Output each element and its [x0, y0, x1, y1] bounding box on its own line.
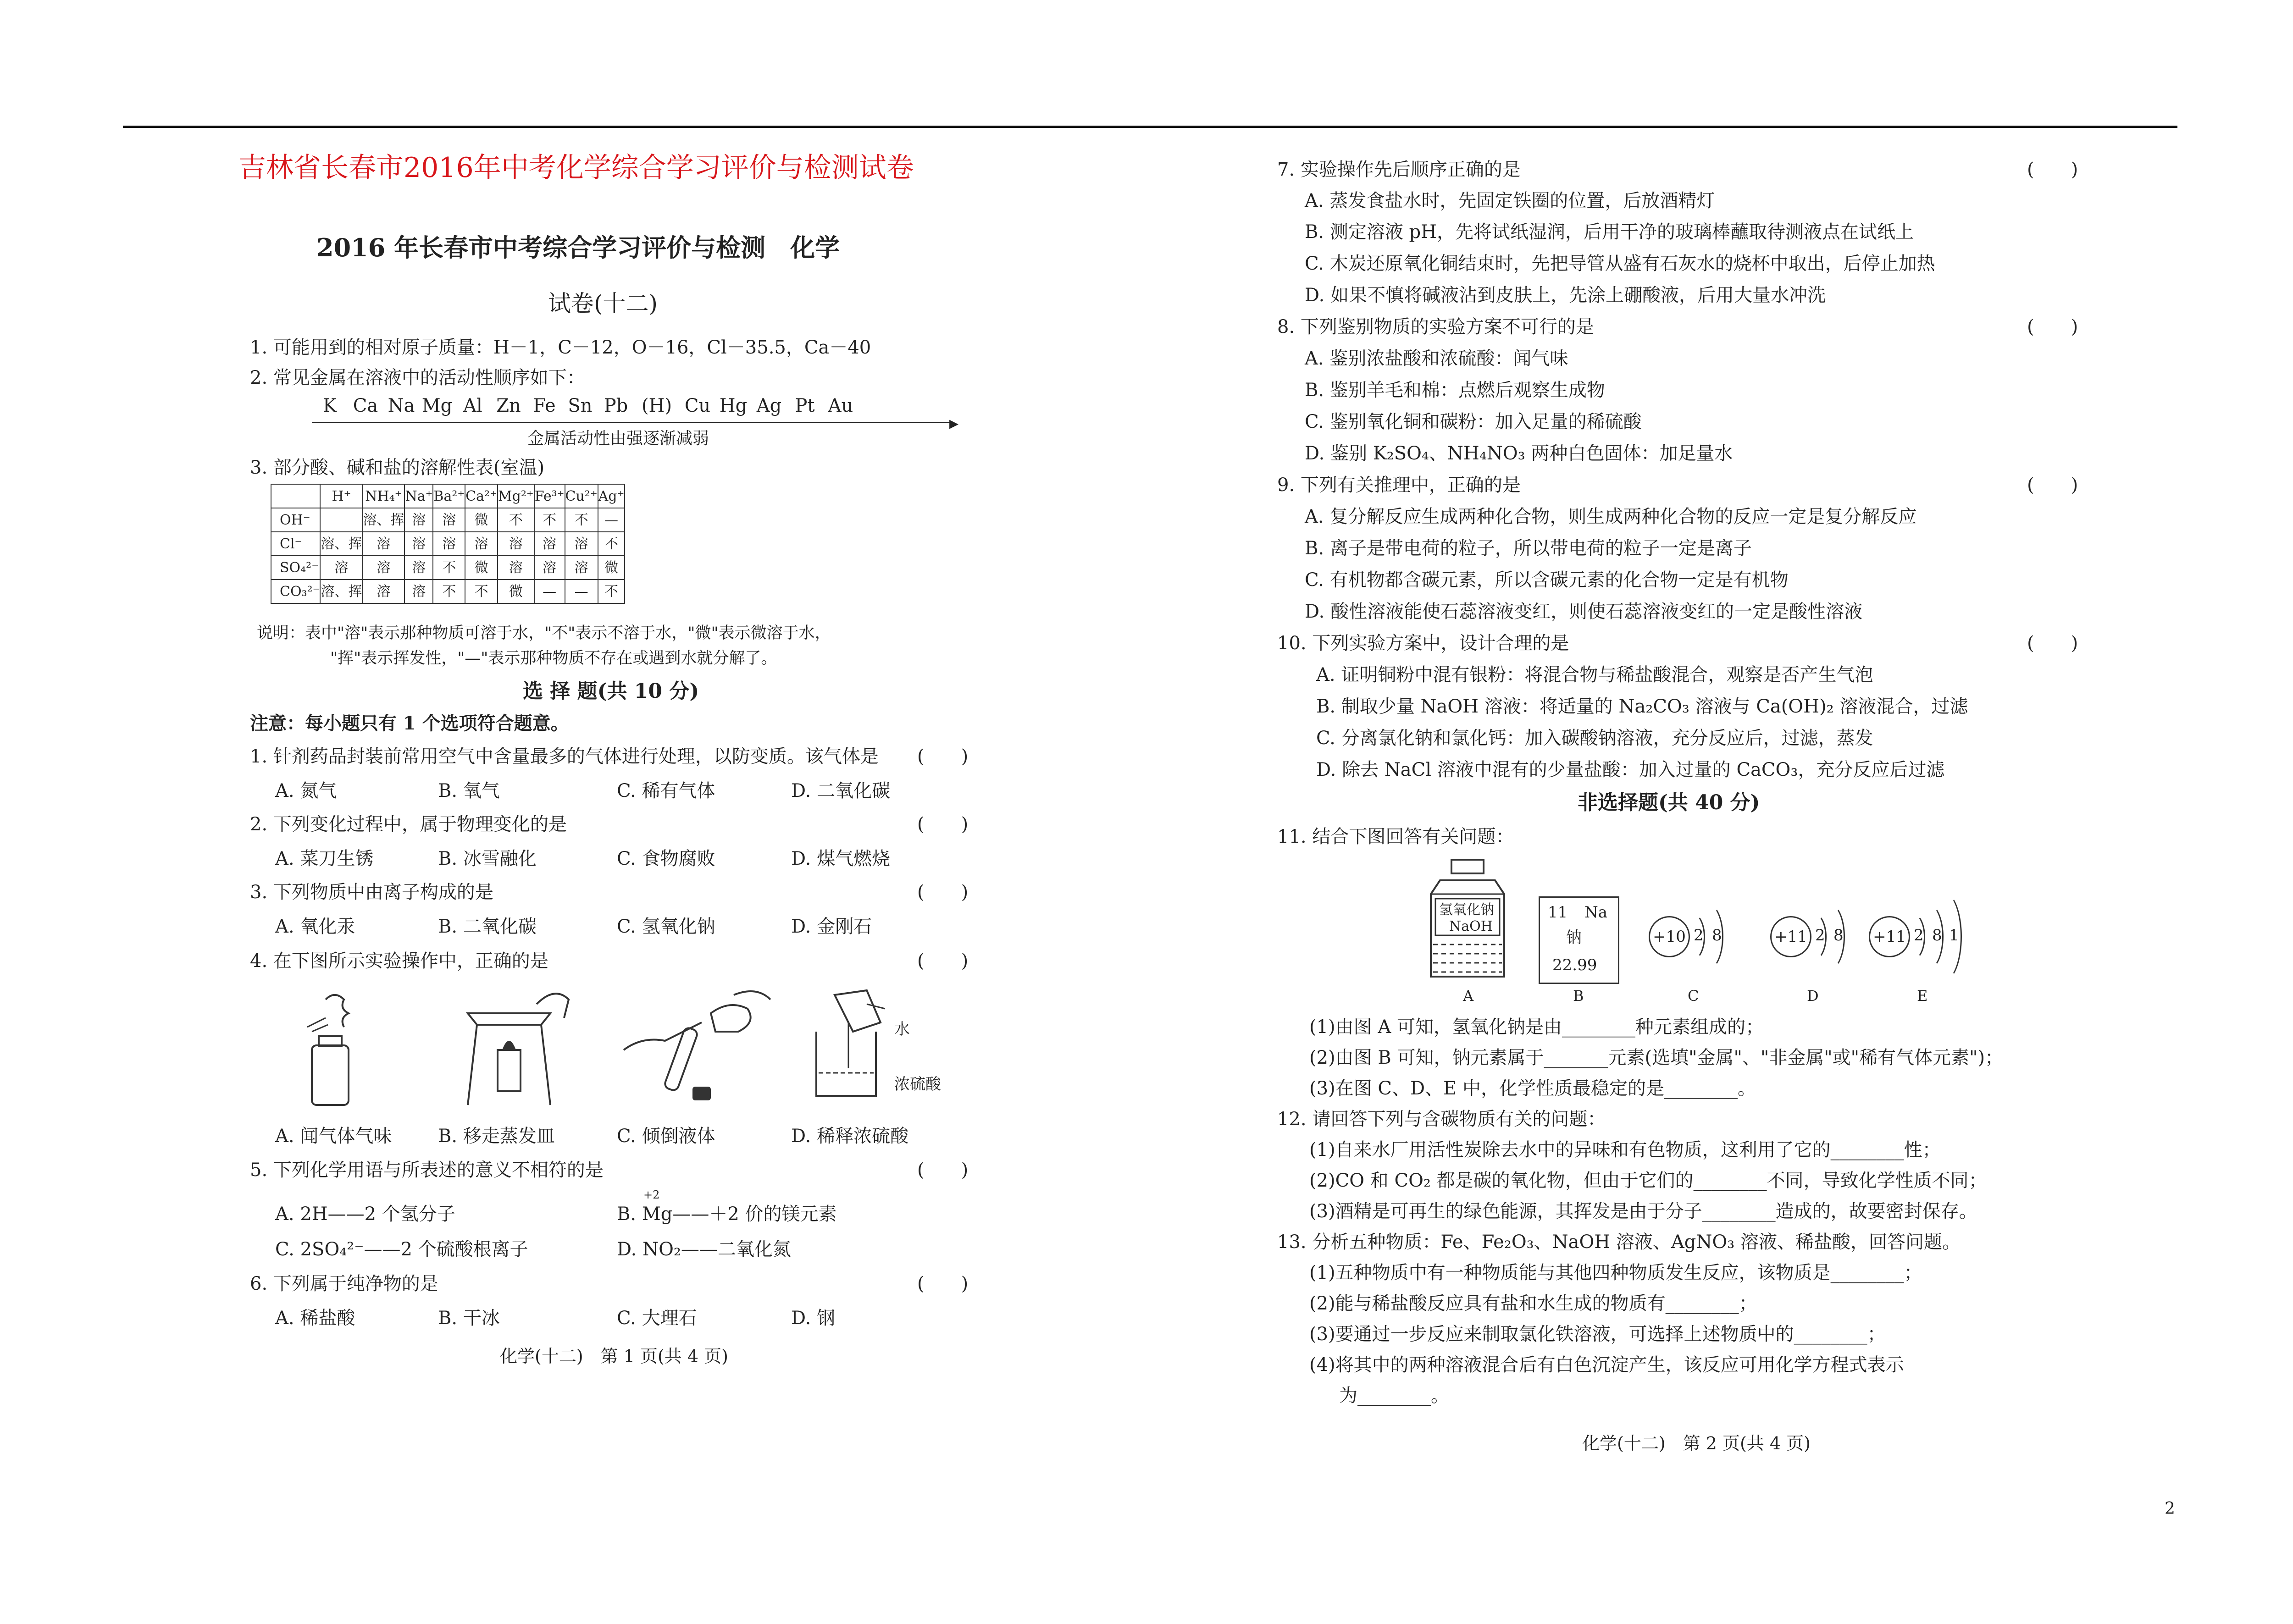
- q9-option-d[interactable]: D. 酸性溶液能使石蕊溶液变红，则使石蕊溶液变红的一定是酸性溶液: [1305, 601, 1863, 622]
- series-metal: Pt: [795, 395, 815, 416]
- table-note-line-1: 说明：表中"溶"表示那种物质可溶于水，"不"表示不溶于水，"微"表示微溶于水，: [257, 624, 831, 642]
- series-metal: (H): [641, 395, 672, 416]
- figure-label: B: [1573, 987, 1584, 1005]
- q4-stem: 4. 在下图所示实验操作中，正确的是: [250, 950, 548, 972]
- q13-part-3[interactable]: (3)要通过一步反应来制取氯化铁溶液，可选择上述物质中的________；: [1309, 1324, 1886, 1345]
- q2-answer-paren[interactable]: ( ): [917, 814, 969, 835]
- shell-electron-count: 8: [1932, 926, 1942, 945]
- q4-option-c[interactable]: C. 倾倒液体: [617, 1126, 715, 1147]
- table-header-cell: Mg²⁺: [498, 484, 534, 508]
- table-row: [271, 532, 625, 556]
- table-cell: 不: [534, 508, 565, 532]
- q10-option-a[interactable]: A. 证明铜粉中混有银粉：将混合物与稀盐酸混合，观察是否产生气泡: [1316, 664, 1873, 685]
- series-metal: Sn: [568, 395, 593, 416]
- q4-option-d[interactable]: D. 稀释浓硫酸: [791, 1126, 909, 1147]
- table-row: [271, 580, 625, 603]
- q12-stem: 12. 请回答下列与含碳物质有关的问题：: [1277, 1109, 1606, 1130]
- page-number: 2: [2165, 1499, 2175, 1518]
- shell-electron-count: 2: [1815, 926, 1825, 945]
- table-header-row: [271, 484, 625, 508]
- q8-option-b[interactable]: B. 鉴别羊毛和棉：点燃后观察生成物: [1305, 380, 1605, 401]
- note-activity-series: 2. 常见金属在溶液中的活动性顺序如下：: [250, 367, 585, 388]
- q10-answer-paren[interactable]: ( ): [2027, 633, 2078, 654]
- document-title: 吉林省长春市2016年中考化学综合学习评价与检测试卷: [238, 152, 914, 184]
- bottle-label-formula: NaOH: [1449, 918, 1493, 934]
- table-cell: 溶: [362, 580, 404, 603]
- table-cell: —: [598, 508, 625, 532]
- note-atomic-mass: 1. 可能用到的相对原子质量：H－1，C－12，O－16，Cl－35.5，Ca－40: [250, 337, 871, 358]
- table-header-cell: Ca²⁺: [465, 484, 498, 508]
- q7-option-c[interactable]: C. 木炭还原氧化铜结束时，先把导管从盛有石灰水的烧杯中取出，后停止加热: [1305, 253, 1935, 274]
- table-cell: 溶: [362, 556, 404, 580]
- shell-electron-count: 2: [1694, 926, 1704, 945]
- section2-title: 非选择题(共 40 分): [1578, 791, 1760, 814]
- q13-part-2[interactable]: (2)能与稀盐酸反应具有盐和水生成的物质有________；: [1309, 1293, 1757, 1314]
- q10-option-b[interactable]: B. 制取少量 NaOH 溶液：将适量的 Na₂CO₃ 溶液与 Ca(OH)₂ 溶液混合，过滤: [1316, 696, 1968, 717]
- cell-element-name: 钠: [1566, 928, 1582, 947]
- series-metal: Hg: [719, 395, 748, 416]
- table-cell: 溶: [498, 556, 534, 580]
- series-arrow-head: ▸: [949, 413, 959, 434]
- table-header-cell: Ag⁺: [598, 484, 625, 508]
- table-cell: 溶、挥: [320, 580, 362, 603]
- q12-part-2[interactable]: (2)CO 和 CO₂ 都是碳的氧化物，但由于它们的________不同，导致化学性质不同；: [1309, 1170, 1987, 1191]
- q5-answer-paren[interactable]: ( ): [917, 1160, 969, 1181]
- q7-answer-paren[interactable]: ( ): [2027, 159, 2078, 180]
- shell-electron-count: 8: [1833, 926, 1844, 945]
- series-metal: Zn: [496, 395, 521, 416]
- table-cell: 溶: [498, 532, 534, 556]
- table-cell: 溶: [404, 508, 433, 532]
- section1-note: 注意：每小题只有 1 个选项符合题意。: [250, 713, 569, 734]
- table-cell: 溶: [362, 532, 404, 556]
- top-rule: [123, 126, 2177, 128]
- q13-stem: 13. 分析五种物质：Fe、Fe₂O₃、NaOH 溶液、AgNO₃ 溶液、稀盐酸，回答问题。: [1277, 1232, 1961, 1253]
- table-header-cell: Ba²⁺: [433, 484, 465, 508]
- table-cell: 溶: [404, 532, 433, 556]
- q10-option-d[interactable]: D. 除去 NaCl 溶液中混有的少量盐酸：加入过量的 CaCO₃，充分反应后过滤: [1316, 759, 1945, 780]
- table-cell: —: [534, 580, 565, 603]
- smelling-gas-figure: [298, 986, 367, 1110]
- exam-subtitle: 试卷(十二): [548, 290, 658, 317]
- q12-part-1[interactable]: (1)自来水厂用活性炭除去水中的异味和有色物质，这利用了它的________性；: [1309, 1139, 1941, 1160]
- series-caption: 金属活动性由强逐渐减弱: [527, 429, 709, 448]
- table-cell: 溶: [534, 556, 565, 580]
- table-header-cell: Na⁺: [404, 484, 433, 508]
- pouring-liquid-figure: [619, 986, 775, 1110]
- q3-answer-paren[interactable]: ( ): [917, 882, 969, 903]
- series-metal: Fe: [533, 395, 556, 416]
- nucleus-e: +11: [1869, 916, 1910, 957]
- q9-answer-paren[interactable]: ( ): [2027, 475, 2078, 496]
- series-metal: Cu: [684, 395, 711, 416]
- q13-part-1[interactable]: (1)五种物质中有一种物质能与其他四种物质发生反应，该物质是________；: [1309, 1262, 1922, 1283]
- table-cell: 溶: [534, 532, 565, 556]
- q5-option-b[interactable]: B. Mg——＋2 价的镁元素: [617, 1204, 837, 1225]
- q1-option-c[interactable]: C. 稀有气体: [617, 780, 715, 801]
- q7-option-b[interactable]: B. 测定溶液 pH，先将试纸湿润，后用干净的玻璃棒蘸取待测液点在试纸上: [1305, 221, 1914, 243]
- table-note-line-2: "挥"表示挥发性，"—"表示那种物质不存在或遇到水就分解了。: [330, 649, 777, 668]
- bottle-label-name: 氢氧化钠: [1439, 902, 1494, 918]
- q5-stem: 5. 下列化学用语与所表述的意义不相符的是: [250, 1160, 604, 1181]
- shell-electron-count: 8: [1712, 926, 1722, 945]
- table-cell: CO₃²⁻: [271, 580, 320, 603]
- series-metal: Ag: [756, 395, 782, 416]
- table-header-cell: NH₄⁺: [362, 484, 404, 508]
- table-cell: 微: [465, 508, 498, 532]
- q4-answer-paren[interactable]: ( ): [917, 950, 969, 972]
- label-concentrated-acid: 浓硫酸: [894, 1075, 941, 1094]
- q2-option-b[interactable]: B. 冰雪融化: [438, 848, 537, 869]
- table-cell: 溶、挥: [362, 508, 404, 532]
- note-solubility: 3. 部分酸、碱和盐的溶解性表(室温): [250, 457, 545, 478]
- q11-part-1[interactable]: (1)由图 A 可知，氢氧化钠是由________种元素组成的；: [1309, 1016, 1764, 1038]
- evaporating-dish-figure: [459, 986, 578, 1110]
- table-cell: 不: [433, 580, 465, 603]
- table-cell: SO₄²⁻: [271, 556, 320, 580]
- q7-option-a[interactable]: A. 蒸发食盐水时，先固定铁圈的位置，后放酒精灯: [1305, 190, 1715, 211]
- table-row: [271, 508, 625, 532]
- table-cell: 微: [498, 580, 534, 603]
- q3-option-a[interactable]: A. 氧化汞: [275, 916, 355, 937]
- figure-label: E: [1917, 987, 1928, 1005]
- table-cell: 溶: [565, 556, 598, 580]
- solubility-table: [271, 484, 625, 604]
- series-metal: Ca: [353, 395, 378, 416]
- q2-option-a[interactable]: A. 菜刀生锈: [275, 848, 374, 869]
- q5-option-b-charge: +2: [643, 1188, 660, 1201]
- table-header-cell: Cu²⁺: [565, 484, 598, 508]
- q5-option-a[interactable]: A. 2H——2 个氢分子: [275, 1204, 455, 1225]
- table-cell: 不: [565, 508, 598, 532]
- q2-option-c[interactable]: C. 食物腐败: [617, 848, 715, 869]
- q4-option-b[interactable]: B. 移走蒸发皿: [438, 1126, 555, 1147]
- q3-option-c[interactable]: C. 氢氧化钠: [617, 916, 715, 937]
- figure-label: A: [1463, 987, 1474, 1005]
- q8-answer-paren[interactable]: ( ): [2027, 316, 2078, 337]
- nucleus-d: +11: [1770, 916, 1811, 957]
- series-arrow: [312, 422, 954, 423]
- q6-answer-paren[interactable]: ( ): [917, 1273, 969, 1294]
- q5-option-d[interactable]: D. NO₂——二氧化氮: [617, 1239, 791, 1260]
- q6-option-c[interactable]: C. 大理石: [617, 1308, 697, 1329]
- q1-option-a[interactable]: A. 氮气: [275, 780, 337, 801]
- series-metal: Mg: [421, 395, 453, 416]
- table-cell: 不: [498, 508, 534, 532]
- q8-option-d[interactable]: D. 鉴别 K₂SO₄、NH₄NO₃ 两种白色固体：加足量水: [1305, 443, 1733, 464]
- table-cell: 溶: [433, 508, 465, 532]
- q9-option-c[interactable]: C. 有机物都含碳元素，所以含碳元素的化合物一定是有机物: [1305, 569, 1789, 591]
- table-header-cell: Fe³⁺: [534, 484, 565, 508]
- q1-option-d[interactable]: D. 二氧化碳: [791, 780, 891, 801]
- q1-stem: 1. 针剂药品封装前常用空气中含量最多的气体进行处理，以防变质。该气体是: [250, 746, 879, 767]
- q11-part-2[interactable]: (2)由图 B 可知，钠元素属于_______元素(选填"金属"、"非金属"或"稀有气体元素")；: [1309, 1047, 2004, 1068]
- q12-part-3[interactable]: (3)酒精是可再生的绿色能源，其挥发是由于分子________造成的，故要密封保存。: [1309, 1201, 1977, 1222]
- q10-stem: 10. 下列实验方案中，设计合理的是: [1277, 633, 1569, 654]
- series-metal: K: [323, 395, 337, 416]
- series-metal: Pb: [604, 395, 628, 416]
- table-row: [271, 556, 625, 580]
- q2-option-d[interactable]: D. 煤气燃烧: [791, 848, 891, 869]
- q6-option-a[interactable]: A. 稀盐酸: [275, 1308, 355, 1329]
- q8-stem: 8. 下列鉴别物质的实验方案不可行的是: [1277, 316, 1594, 337]
- q2-stem: 2. 下列变化过程中，属于物理变化的是: [250, 814, 567, 835]
- series-metal: Al: [463, 395, 482, 416]
- q8-option-a[interactable]: A. 鉴别浓盐酸和浓硫酸：闻气味: [1305, 348, 1568, 369]
- q5-option-c[interactable]: C. 2SO₄²⁻——2 个硫酸根离子: [275, 1239, 528, 1260]
- footer-left: 化学(十二) 第 1 页(共 4 页): [500, 1346, 728, 1366]
- table-cell: 溶: [433, 532, 465, 556]
- section1-title: 选 择 题(共 10 分): [523, 679, 699, 703]
- q13-part-4-answer[interactable]: 为________。: [1339, 1385, 1449, 1406]
- figure-label: D: [1807, 987, 1819, 1005]
- q11-stem: 11. 结合下图回答有关问题：: [1277, 826, 1514, 847]
- table-cell: —: [565, 580, 598, 603]
- table-cell: 溶: [404, 556, 433, 580]
- q9-option-a[interactable]: A. 复分解反应生成两种化合物，则生成两种化合物的反应一定是复分解反应: [1305, 506, 1917, 527]
- q6-option-b[interactable]: B. 干冰: [438, 1308, 500, 1329]
- q1-option-b[interactable]: B. 氧气: [438, 780, 500, 801]
- series-metal: Na: [388, 395, 415, 416]
- table-cell: 溶: [565, 532, 598, 556]
- q7-option-d[interactable]: D. 如果不慎将碱液沾到皮肤上，先涂上硼酸液，后用大量水冲洗: [1305, 285, 1826, 306]
- q9-option-b[interactable]: B. 离子是带电荷的粒子，所以带电荷的粒子一定是离子: [1305, 538, 1752, 559]
- q3-stem: 3. 下列物质中由离子构成的是: [250, 882, 493, 903]
- table-cell: 微: [598, 556, 625, 580]
- q4-option-a[interactable]: A. 闻气体气味: [275, 1126, 392, 1147]
- shell-electron-count: 2: [1914, 926, 1924, 945]
- table-cell: 溶: [404, 580, 433, 603]
- metal-activity-series: [312, 392, 858, 420]
- label-water: 水: [894, 1020, 910, 1038]
- table-cell: 溶: [320, 556, 362, 580]
- cell-symbol: Na: [1584, 903, 1608, 922]
- nucleus-c: +10: [1649, 916, 1690, 957]
- table-header-cell: H⁺: [320, 484, 362, 508]
- table-cell: [320, 508, 362, 532]
- shell-electron-count: 1: [1949, 926, 1959, 945]
- q6-stem: 6. 下列属于纯净物的是: [250, 1273, 438, 1294]
- q7-stem: 7. 实验操作先后顺序正确的是: [1277, 159, 1521, 180]
- table-cell: 溶、挥: [320, 532, 362, 556]
- q3-option-d[interactable]: D. 金刚石: [791, 916, 872, 937]
- q10-option-c[interactable]: C. 分离氯化钠和氯化钙：加入碳酸钠溶液，充分反应后，过滤，蒸发: [1316, 728, 1873, 749]
- figure-label: C: [1688, 987, 1699, 1005]
- table-cell: 微: [465, 556, 498, 580]
- q8-option-c[interactable]: C. 鉴别氧化铜和碳粉：加入足量的稀硫酸: [1305, 411, 1642, 432]
- q1-answer-paren[interactable]: ( ): [917, 746, 969, 767]
- footer-right: 化学(十二) 第 2 页(共 4 页): [1582, 1433, 1811, 1453]
- table-cell: 溶: [465, 532, 498, 556]
- q9-stem: 9. 下列有关推理中，正确的是: [1277, 475, 1521, 496]
- q11-part-3[interactable]: (3)在图 C、D、E 中，化学性质最稳定的是________。: [1309, 1078, 1756, 1099]
- table-cell: [271, 484, 320, 508]
- diluting-acid-figure: [807, 986, 894, 1105]
- cell-atomic-number: 11: [1548, 903, 1568, 922]
- table-cell: OH⁻: [271, 508, 320, 532]
- table-cell: 不: [598, 532, 625, 556]
- q6-option-d[interactable]: D. 钢: [791, 1308, 836, 1329]
- series-metal: Au: [828, 395, 853, 416]
- table-cell: Cl⁻: [271, 532, 320, 556]
- table-cell: 不: [465, 580, 498, 603]
- table-cell: 不: [433, 556, 465, 580]
- table-cell: 不: [598, 580, 625, 603]
- exam-title: 2016 年长春市中考综合学习评价与检测 化学: [316, 233, 840, 262]
- q3-option-b[interactable]: B. 二氧化碳: [438, 916, 537, 937]
- cell-atomic-mass: 22.99: [1552, 956, 1597, 974]
- q13-part-4[interactable]: (4)将其中的两种溶液混合后有白色沉淀产生，该反应可用化学方程式表示: [1309, 1354, 1904, 1375]
